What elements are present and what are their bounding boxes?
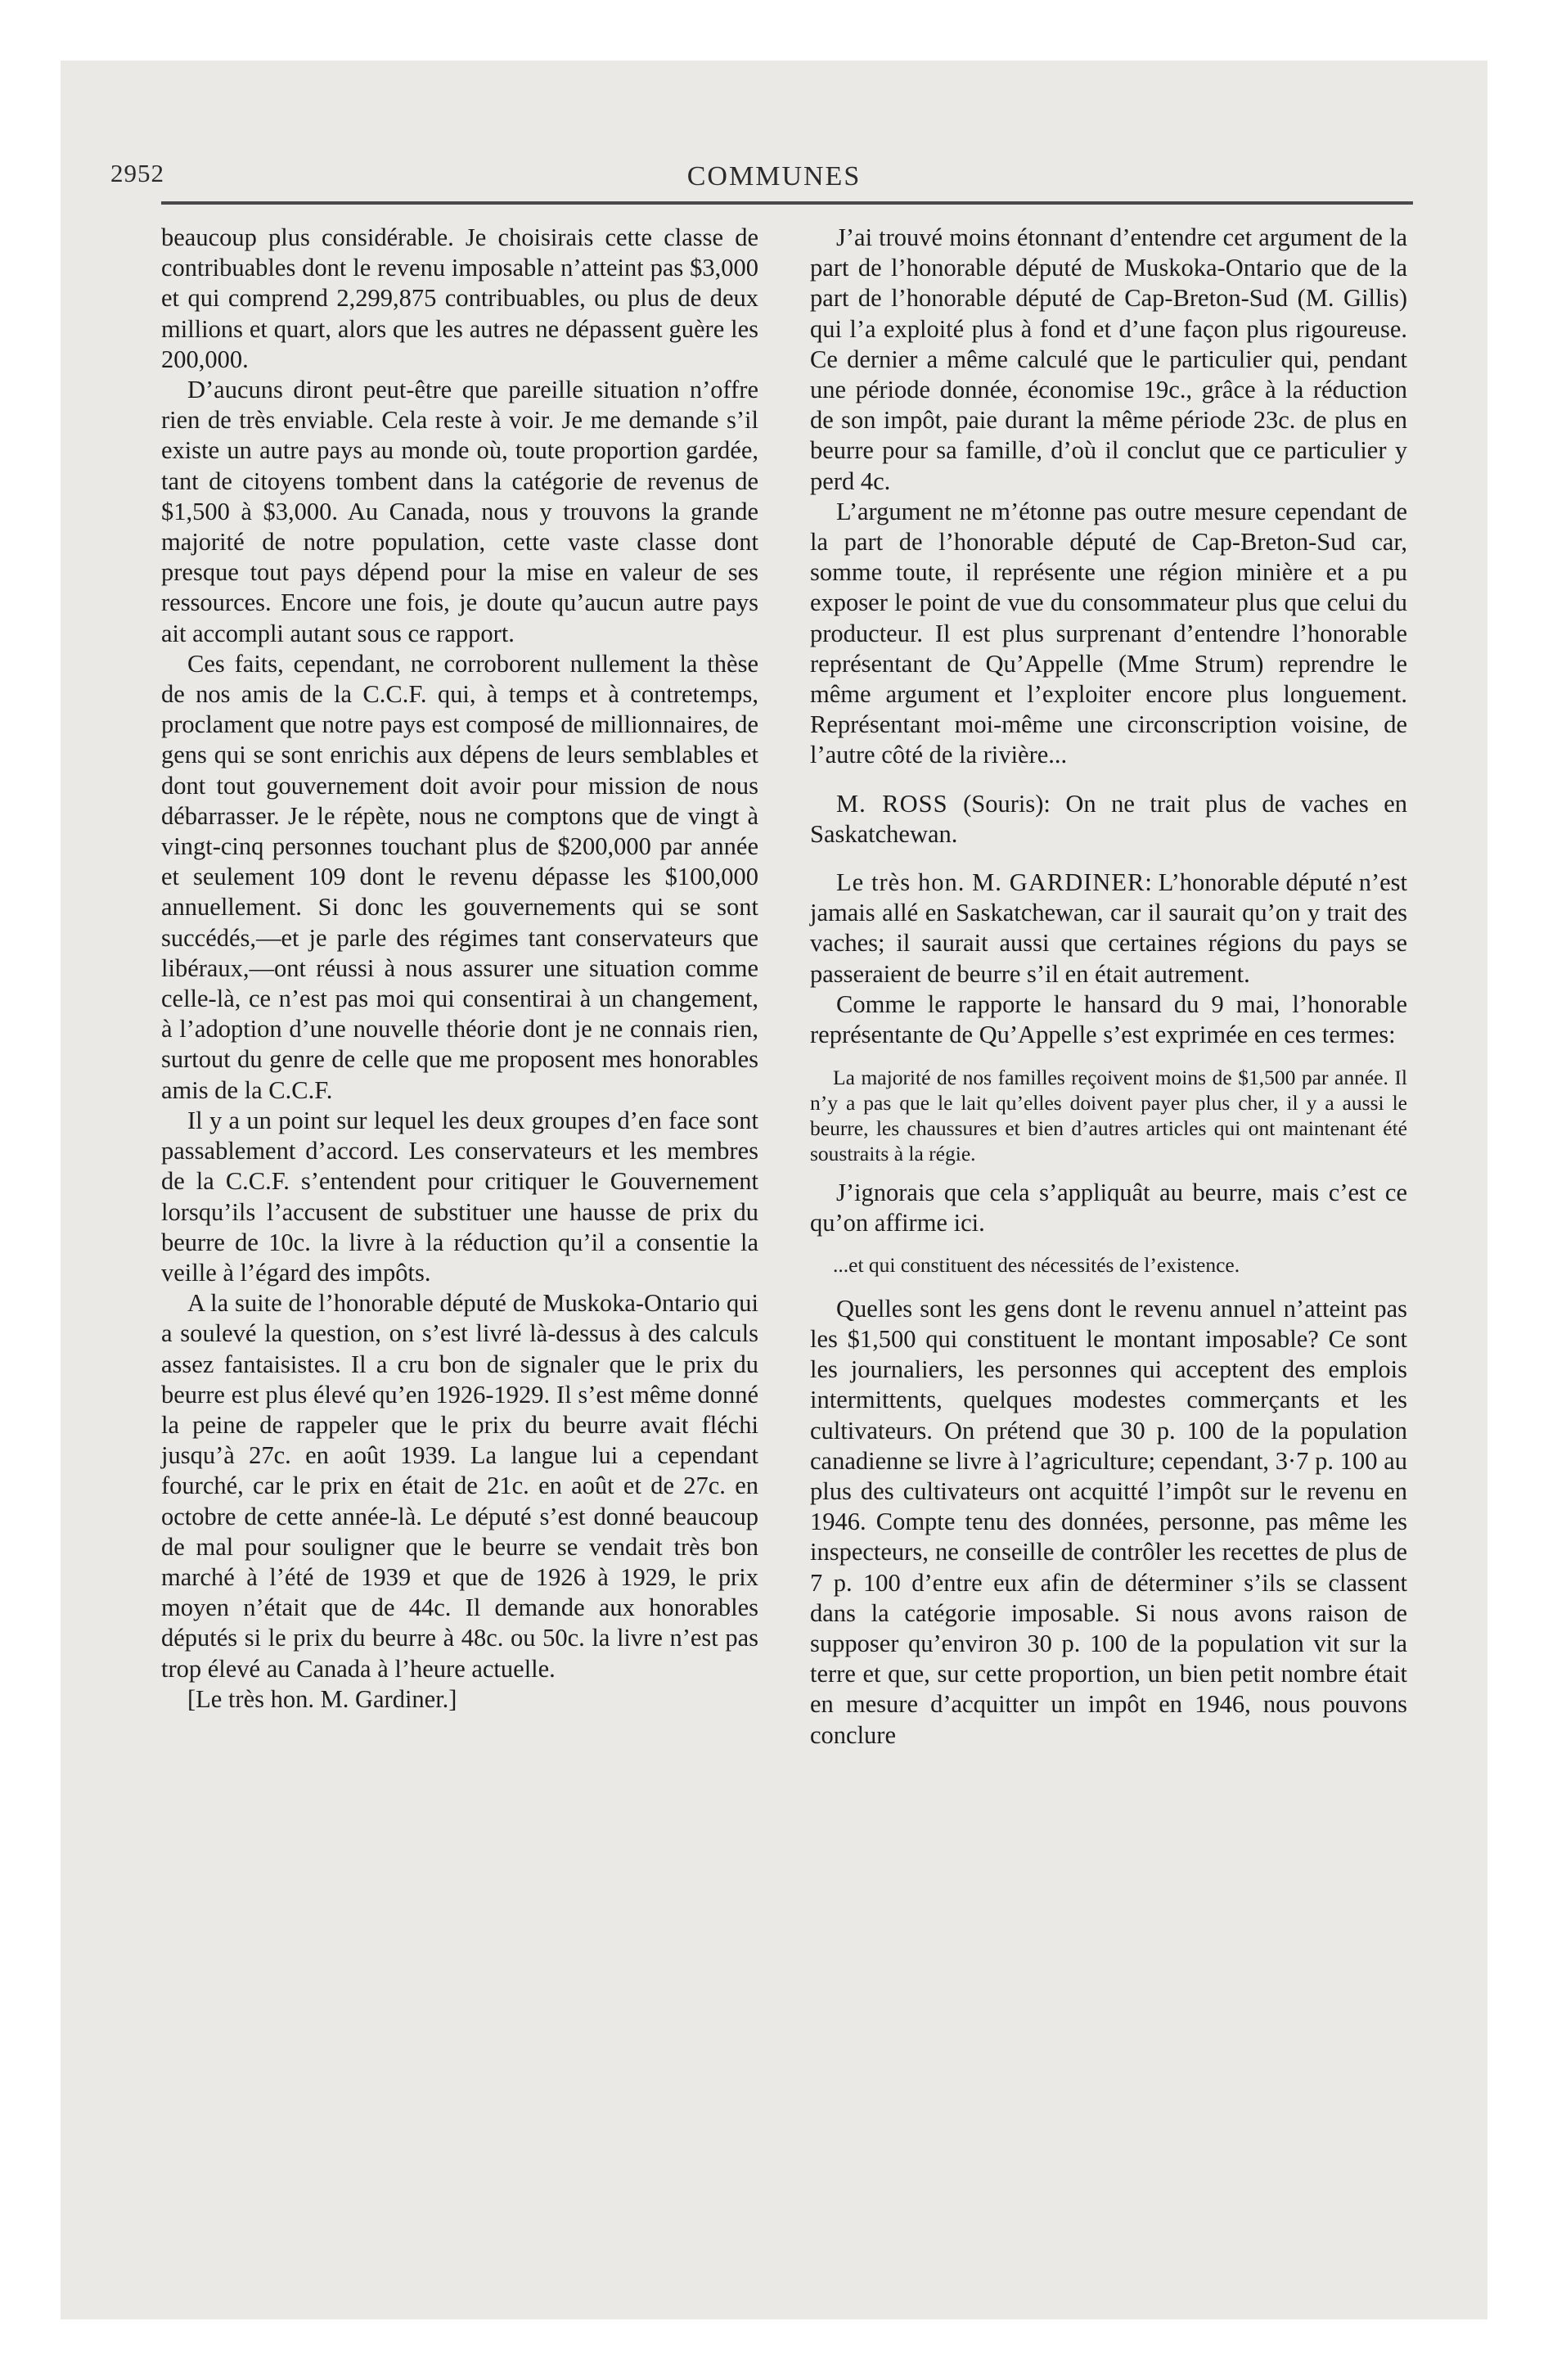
quotation-text: ...et qui constituent des nécessités de l’existence. bbox=[833, 1252, 1240, 1277]
left-column bbox=[161, 223, 758, 1715]
paragraph: J’ignorais que cela s’appliquât au beurre, mais c’est ce qu’on affirme ici. bbox=[810, 1179, 1407, 1237]
quotation bbox=[810, 1065, 1407, 1166]
speaker-name: Le très hon. M. GARDINER bbox=[836, 868, 1145, 897]
paragraph: J’ai trouvé moins étonnant d’entendre cet argument de la part de l’honorable député de Muskoka-Ontario que de la part de l’honorable député de Cap-Breton-Sud (M. Gillis) qui l’a exploité plus à fond et d’une façon plus rigoureuse. Ce dernier a même calculé que le particulier qui, pendant une période donnée, économise 19c., grâce à la réduction de son impôt, paie durant la même période 23c. de plus en beurre pour sa famille, d’où il conclut que ce particulier y perd 4c. bbox=[810, 223, 1407, 495]
paragraph: Comme le rapporte le hansard du 9 mai, l’honorable représentante de Qu’Appelle s’est exprimée en ces termes: bbox=[810, 989, 1407, 1049]
paragraph: D’aucuns diront peut-être que pareille situation n’offre rien de très enviable. Cela reste à voir. Je me demande s’il existe un autre pays au monde où, toute proportion gardée, tant de citoyens tombent dans la catégorie de revenus de $1,500 à $3,000. Au Canada, nous y trouvons la grande majorité de notre population, cette vaste classe dont presque tout pays dépend pour la mise en valeur de ses ressources. Encore une fois, je doute qu’aucun autre pays ait accompli autant sous ce rapport. bbox=[161, 376, 758, 647]
paragraph: Ces faits, cependant, ne corroborent nullement la thèse de nos amis de la C.C.F. qui, à temps et à contretemps, proclament que notre pays est composé de millionnaires, de gens qui se sont enrichis aux dépens de leurs semblables et dont tout gouvernement doit avoir pour mission de nous débarrasser. Je le répète, nous ne comptons que de vingt à vingt-cinq personnes touchant plus de $200,000 par année et seulement 109 dont le revenu dépasse les $100,000 annuellement. Si donc les gouvernements qui se sont succédés,—et je parle des régimes tant conservateurs que libéraux,—ont réussi à nous assurer une situation comme celle-là, ce n’est pas moi qui consentirai à un changement, à l’adoption d’une nouvelle théorie dont je ne connais rien, surtout du genre de celle que me proposent mes honorables amis de la C.C.F. bbox=[161, 649, 758, 1104]
page-number: 2952 bbox=[110, 159, 164, 187]
paragraph: A la suite de l’honorable député de Muskoka-Ontario qui a soulevé la question, on s’est livré là-dessus à des calculs assez fantaisistes. Il a cru bon de signaler que le prix du beurre est plus élevé qu’en 1926-1929. Il s’est même donné la peine de rappeler que le prix du beurre avait fléchi jusqu’à 27c. en août 1939. La langue lui a cependant fourché, car le prix en était de 21c. en août et de 27c. en octobre de cette année-là. Le député s’est donné beaucoup de mal pour souligner que le beurre se vendait très bon marché à l’été de 1939 et que de 1926 à 1929, le prix moyen n’était que de 44c. Il demande aux honorables députés si le prix du beurre à 48c. ou 50c. la livre n’est pas trop élevé au Canada à l’heure actuelle. bbox=[161, 1289, 758, 1683]
page-title: COMMUNES bbox=[686, 161, 862, 192]
speech-text: (Souris): On ne trait plus de vaches en Saskatchewan. bbox=[810, 789, 1407, 848]
paragraph: beaucoup plus considérable. Je choisirais cette classe de contribuables dont le revenu imposable n’atteint pas $3,000 et qui comprend 2,299,875 contribuables, ou plus de deux millions et quart, alors que les autres ne dépassent guère les 200,000. bbox=[161, 223, 758, 373]
paragraph: Quelles sont les gens dont le revenu annuel n’atteint pas les $1,500 qui constituent le montant imposable? Ce sont les journaliers, les personnes qui acceptent des emplois intermittents, quelques modestes commerçants et les cultivateurs. On prétend que 30 p. 100 de la population canadienne se livre à l’agriculture; cependant, 3·7 p. 100 au plus des cultivateurs ont acquitté l’impôt sur le revenu en 1946. Compte tenu des données, personne, pas même les inspecteurs, ne conseille de contrôler les recettes de plus de 7 p. 100 d’entre eux afin de déterminer s’ils se classent dans la catégorie imposable. Si nous avons raison de supposer qu’environ 30 p. 100 de la population vit sur la terre et que, sur cette proportion, un bien petit nombre était en mesure d’acquitter un impôt en 1946, nous pouvons conclure bbox=[810, 1294, 1407, 1749]
speaker-name: M. ROSS bbox=[836, 789, 948, 818]
right-column bbox=[810, 223, 1407, 1751]
quotation bbox=[810, 1252, 1407, 1278]
speech-gardiner bbox=[810, 868, 1407, 989]
header-rule bbox=[161, 201, 1413, 205]
speech-ross bbox=[810, 789, 1407, 850]
paragraph: Il y a un point sur lequel les deux groupes d’en face sont passablement d’accord. Les conservateurs et les membres de la C.C.F. s’entendent pour critiquer le Gouvernement lorsqu’ils l’accusent de substituer une hausse de prix du beurre de 10c. la livre à la réduction qu’il a consentie la veille à l’égard des impôts. bbox=[161, 1106, 758, 1287]
quotation-text: La majorité de nos familles reçoivent moins de $1,500 par année. Il n’y a pas que le lait qu’elles doivent payer plus cher, il y a aussi le beurre, les chaussures et bien d’autres articles qui ont maintenant été soustraits à la régie. bbox=[810, 1066, 1407, 1166]
speaker-note: [Le très hon. M. Gardiner.] bbox=[187, 1684, 457, 1713]
speech-text: : L’honorable député n’est jamais allé en Saskatchewan, car il saurait qu’on y trait des vaches; il saurait aussi que certaines régions du pays se passeraient de beurre s’il en était autrement. bbox=[810, 868, 1407, 988]
paragraph: L’argument ne m’étonne pas outre mesure cependant de la part de l’honorable député de Cap-Breton-Sud car, somme toute, il représente une région minière et a pu exposer le point de vue du consommateur plus que celui du producteur. Il est plus surprenant d’entendre l’honorable représentant de Qu’Appelle (Mme Strum) reprendre le même argument et l’exploiter encore plus longuement. Représentant moi-même une circonscription voisine, de l’autre côté de la rivière... bbox=[810, 497, 1407, 769]
